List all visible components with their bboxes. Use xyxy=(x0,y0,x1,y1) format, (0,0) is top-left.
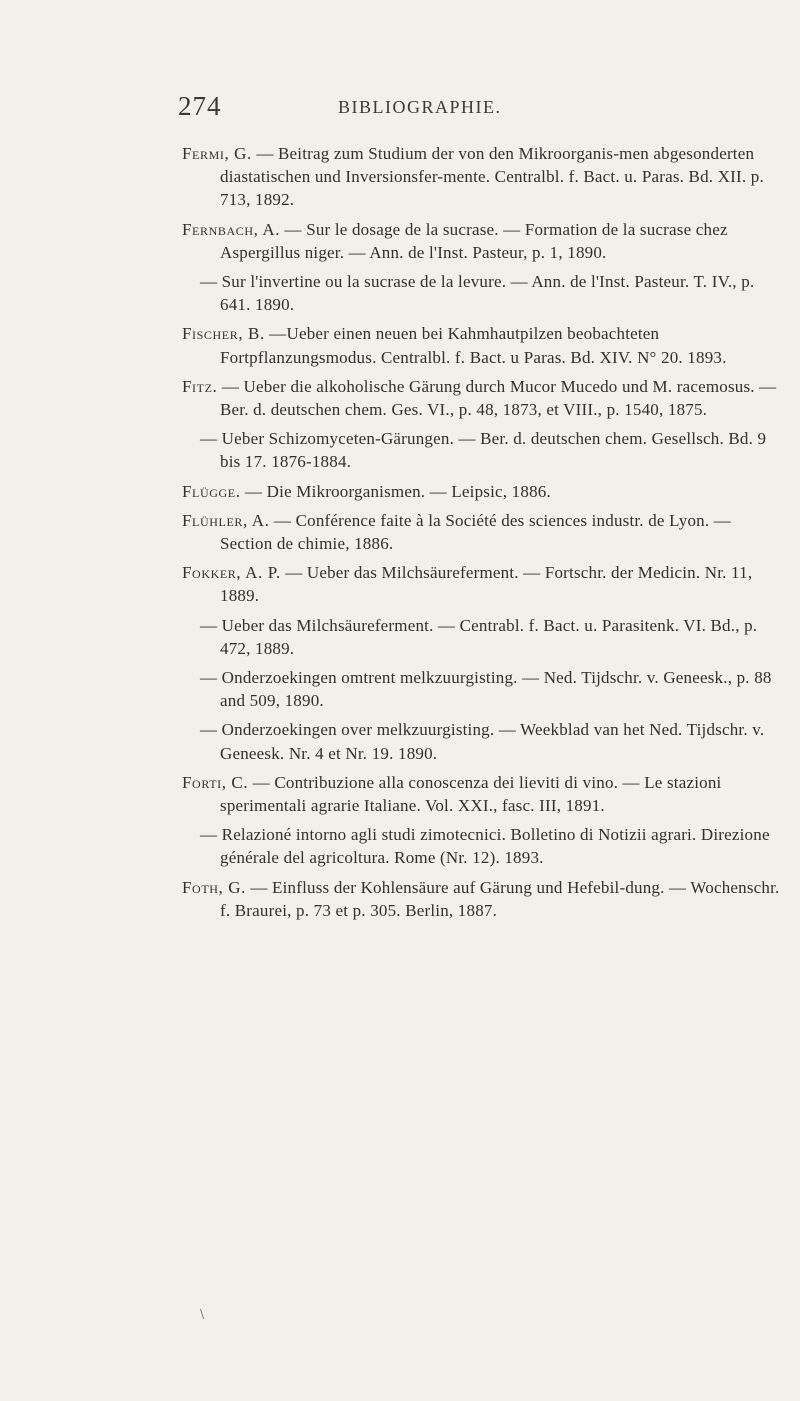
entry-text: — Ueber die alkoholische Gärung durch Mucor Mucedo und M. racemosus. — Ber. d. deutschen chem. Ges. VI., p. 48, 1873, et VIII., p. 1540, 1875. xyxy=(217,376,777,420)
entry-text: — Onderzoekingen omtrent melkzuurgisting. — Ned. Tijdschr. v. Geneesk., p. 88 and 509, 1890. xyxy=(200,668,772,711)
bibliography-entry xyxy=(182,480,782,503)
bibliography-entry xyxy=(182,142,782,212)
entry-text: — Ueber das Milchsäureferment. — Centrabl. f. Bact. u. Parasitenk. VI. Bd., p. 472, 1889. xyxy=(200,615,758,658)
entry-author: Forti, C. xyxy=(182,772,249,792)
bibliography-entry xyxy=(182,561,782,607)
bibliography-entry xyxy=(182,771,782,817)
entry-text: — Relazioné intorno agli studi zimotecnici. Bolletino di Notizii agrari. Direzione générale del agricoltura. Rome (Nr. 12). 1893. xyxy=(200,825,770,868)
entry-text: — Onderzoekingen over melkzuurgisting. — Weekblad van het Ned. Tijdschr. v. Geneesk. Nr. 4 et Nr. 19. 1890. xyxy=(200,720,765,763)
entry-author: Fitz. xyxy=(182,376,218,396)
running-head: BIBLIOGRAPHIE. xyxy=(338,97,502,117)
bibliography-subentry xyxy=(182,823,782,869)
bibliography-entry xyxy=(182,322,782,368)
bibliography-list xyxy=(182,142,782,928)
bibliography-subentry xyxy=(182,666,782,712)
entry-text: — Contribuzione alla conoscenza dei lieviti di vino. — Le stazioni sperimentali agrarie Italiane. Vol. XXI., fasc. III, 1891. xyxy=(220,772,722,816)
entry-author: Fernbach, A. xyxy=(182,219,281,239)
bibliography-subentry xyxy=(182,270,782,316)
bibliography-entry xyxy=(182,509,782,555)
bibliography-subentry xyxy=(182,427,782,473)
page-header xyxy=(0,91,800,131)
entry-text: — Beitrag zum Studium der von den Mikroorganis-men abgesonderten diastatischen und Inversionsfer-mente. Centralbl. f. Bact. u. Paras. Bd. XII. p. 713, 1892. xyxy=(220,144,764,210)
page-number: 274 xyxy=(178,91,222,121)
entry-text: — Ueber das Milchsäureferment. — Fortschr. der Medicin. Nr. 11, 1889. xyxy=(220,563,753,606)
entry-author: Fokker, A. P. xyxy=(182,563,281,583)
entry-author: Flühler, A. xyxy=(182,510,270,530)
entry-author: Foth, G. xyxy=(182,877,246,897)
stray-ink-mark: \ xyxy=(200,1307,205,1321)
entry-text: — Ueber Schizomyceten-Gärungen. — Ber. d. deutschen chem. Gesellsch. Bd. 9 bis 17. 1876-1884. xyxy=(200,429,767,472)
entry-author: Fischer, B. xyxy=(182,324,265,344)
entry-author: Flügge. xyxy=(182,481,241,501)
bibliography-entry xyxy=(182,375,782,421)
entry-text: — Sur le dosage de la sucrase. — Formation de la sucrase chez Aspergillus niger. — Ann. de l'Inst. Pasteur, p. 1, 1890. xyxy=(220,219,728,262)
entry-text: — Conférence faite à la Société des sciences industr. de Lyon. — Section de chimie, 1886. xyxy=(220,510,731,554)
bibliography-subentry xyxy=(182,718,782,764)
bibliography-subentry xyxy=(182,614,782,660)
bibliography-entry xyxy=(182,218,782,264)
entry-text: — Sur l'invertine ou la sucrase de la levure. — Ann. de l'Inst. Pasteur. T. IV., p. 641. 1890. xyxy=(200,272,755,315)
bibliography-entry xyxy=(182,876,782,922)
entry-author: Fermi, G. xyxy=(182,144,252,163)
entry-text: — Einfluss der Kohlensäure auf Gärung und Hefebil-dung. — Wochenschr. f. Braurei, p. 73 et p. 305. Berlin, 1887. xyxy=(220,877,780,920)
entry-text: — Die Mikroorganismen. — Leipsic, 1886. xyxy=(240,481,551,501)
entry-text: —Ueber einen neuen bei Kahmhautpilzen beobachteten Fortpflanzungsmodus. Centralbl. f. Bact. u Paras. Bd. XIV. N° 20. 1893. xyxy=(220,324,727,367)
